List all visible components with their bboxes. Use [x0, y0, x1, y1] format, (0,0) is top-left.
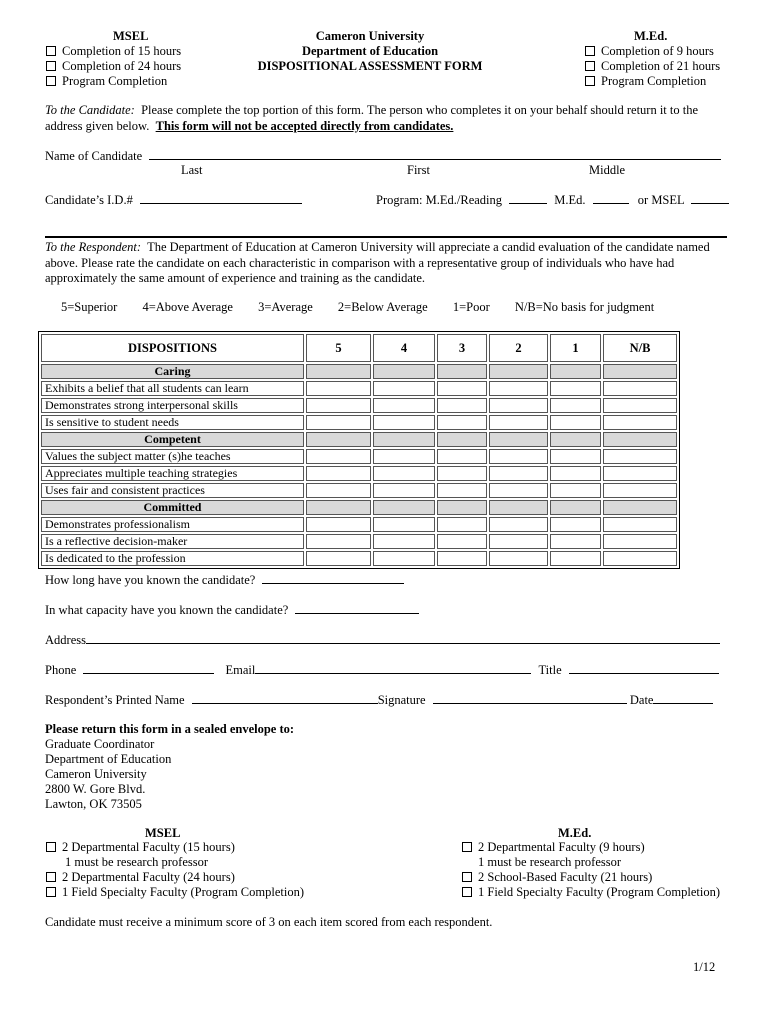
rating-cell[interactable]: [373, 449, 435, 464]
req-note: 1 must be research professor: [478, 855, 622, 869]
name-middle-label: Middle: [589, 163, 626, 177]
table-category-row: [41, 432, 677, 447]
table-header-cell: 4: [373, 334, 435, 362]
checkbox-icon[interactable]: [46, 842, 56, 852]
disposition-item: Exhibits a belief that all students can learn: [41, 381, 304, 396]
rating-cell[interactable]: [550, 449, 601, 464]
rating-cell[interactable]: [550, 517, 601, 532]
msel-options: [46, 44, 181, 89]
email-field[interactable]: [255, 662, 531, 674]
checkbox-icon[interactable]: [46, 872, 56, 882]
req-item[interactable]: 2 Departmental Faculty (15 hours): [46, 840, 304, 855]
rating-cell[interactable]: [373, 466, 435, 481]
table-row: [41, 449, 677, 464]
rating-cell[interactable]: [373, 415, 435, 430]
disposition-item: Demonstrates professionalism: [41, 517, 304, 532]
med-title: M.Ed.: [634, 29, 668, 43]
req-item[interactable]: 2 School-Based Faculty (21 hours): [462, 870, 720, 885]
table-row: [41, 415, 677, 430]
address-line: Department of Education: [45, 752, 172, 766]
msel-title: MSEL: [113, 29, 149, 43]
rating-cell[interactable]: [550, 534, 601, 549]
rating-cell[interactable]: [550, 381, 601, 396]
rating-cell[interactable]: [603, 466, 677, 481]
disposition-item: Is dedicated to the profession: [41, 551, 304, 566]
rating-cell[interactable]: [437, 381, 487, 396]
table-header-row: [41, 334, 677, 362]
checkbox-icon[interactable]: [462, 887, 472, 897]
checkbox-icon[interactable]: [585, 61, 595, 71]
form-title: DISPOSITIONAL ASSESSMENT FORM: [257, 59, 483, 73]
checkbox-icon[interactable]: [46, 46, 56, 56]
address-line: Lawton, OK 73505: [45, 797, 142, 811]
category-caring: Caring: [41, 364, 304, 379]
rating-cell[interactable]: [603, 534, 677, 549]
return-address-block: [45, 722, 294, 812]
rating-cell[interactable]: [603, 449, 677, 464]
table-header-cell: 1: [550, 334, 601, 362]
title-field[interactable]: [569, 662, 719, 674]
rating-cell[interactable]: [306, 398, 371, 413]
req-med-list: [462, 840, 720, 900]
checkbox-icon[interactable]: [462, 872, 472, 882]
rating-cell[interactable]: [550, 551, 601, 566]
how-long-field[interactable]: [262, 572, 404, 584]
checkbox-icon[interactable]: [585, 46, 595, 56]
rating-cell[interactable]: [550, 398, 601, 413]
candidate-id-field[interactable]: [140, 192, 302, 204]
rating-cell[interactable]: [489, 466, 548, 481]
rating-cell[interactable]: [306, 466, 371, 481]
table-header-cell: 5: [306, 334, 371, 362]
rating-cell[interactable]: [437, 534, 487, 549]
rating-cell[interactable]: [550, 415, 601, 430]
disposition-item: Is a reflective decision-maker: [41, 534, 304, 549]
req-item[interactable]: 2 Departmental Faculty (24 hours): [46, 870, 304, 885]
rating-cell[interactable]: [437, 415, 487, 430]
rating-cell[interactable]: [489, 398, 548, 413]
checkbox-icon[interactable]: [46, 61, 56, 71]
return-heading: Please return this form in a sealed envelope to:: [45, 722, 295, 736]
rating-cell[interactable]: [306, 483, 371, 498]
rating-cell[interactable]: [437, 517, 487, 532]
req-item[interactable]: 1 Field Specialty Faculty (Program Completion): [462, 885, 720, 900]
rating-cell[interactable]: [373, 534, 435, 549]
msel-option[interactable]: Completion of 24 hours: [46, 59, 181, 74]
rating-scale: 5=Superior 4=Above Average 3=Average 2=Below Average 1=Poor N/B=No basis for judgment: [61, 300, 655, 314]
name-first-label: First: [407, 163, 430, 177]
rating-cell[interactable]: [306, 415, 371, 430]
rating-cell[interactable]: [603, 551, 677, 566]
rating-cell[interactable]: [437, 551, 487, 566]
table-header-cell: N/B: [603, 334, 677, 362]
table-category-row: [41, 500, 677, 515]
address-line: 2800 W. Gore Blvd.: [45, 782, 146, 796]
med-option[interactable]: Completion of 21 hours: [585, 59, 720, 74]
msel-option[interactable]: Completion of 15 hours: [46, 44, 181, 59]
candidate-name-field[interactable]: [149, 148, 721, 160]
rating-cell[interactable]: [306, 517, 371, 532]
rating-cell[interactable]: [437, 483, 487, 498]
rating-cell[interactable]: [489, 517, 548, 532]
rating-cell[interactable]: [306, 449, 371, 464]
table-header-cell: 2: [489, 334, 548, 362]
req-msel-title: MSEL: [145, 826, 181, 840]
med-option[interactable]: Program Completion: [585, 74, 720, 89]
med-options: [585, 44, 720, 89]
rating-cell[interactable]: [437, 398, 487, 413]
rating-cell[interactable]: [306, 381, 371, 396]
table-row: [41, 534, 677, 549]
disposition-item: Demonstrates strong interpersonal skills: [41, 398, 304, 413]
table-row: [41, 381, 677, 396]
req-msel-list: [46, 840, 304, 900]
name-signature-row: Respondent’s Printed Name Signature Date: [45, 692, 713, 708]
date-field[interactable]: [653, 692, 713, 704]
rating-cell[interactable]: [373, 381, 435, 396]
section-divider: [45, 236, 727, 238]
candidate-instructions: To the Candidate: Please complete the top portion of this form. The person who completes it on your behalf should return it to the address given below. This form will not be accepted directly from candidates.: [45, 103, 699, 133]
disposition-item: Uses fair and consistent practices: [41, 483, 304, 498]
rating-cell[interactable]: [603, 381, 677, 396]
req-item[interactable]: 2 Departmental Faculty (9 hours): [462, 840, 720, 855]
rating-cell[interactable]: [489, 483, 548, 498]
dispositions-table: [38, 331, 680, 569]
table-row: [41, 398, 677, 413]
table-category-row: [41, 364, 677, 379]
disposition-item: Values the subject matter (s)he teaches: [41, 449, 304, 464]
candidate-id-row: Candidate’s I.D.#: [45, 192, 302, 208]
disposition-item: Appreciates multiple teaching strategies: [41, 466, 304, 481]
rating-cell[interactable]: [603, 398, 677, 413]
minimum-score-note: Candidate must receive a minimum score of 3 on each item scored from each respondent.: [45, 915, 493, 929]
candidate-name-row: Name of Candidate: [45, 148, 721, 164]
address-line: Cameron University: [45, 767, 147, 781]
phone-field[interactable]: [83, 662, 214, 674]
university-name: Cameron University: [315, 29, 425, 43]
address-line: Graduate Coordinator: [45, 737, 155, 751]
table-header-cell: DISPOSITIONS: [41, 334, 304, 362]
rating-cell[interactable]: [603, 483, 677, 498]
rating-cell[interactable]: [603, 517, 677, 532]
med-option[interactable]: Completion of 9 hours: [585, 44, 720, 59]
rating-cell[interactable]: [489, 415, 548, 430]
printed-name-field[interactable]: [192, 692, 378, 704]
capacity-field[interactable]: [295, 602, 419, 614]
rating-cell[interactable]: [373, 398, 435, 413]
page-number: 1/12: [693, 960, 716, 974]
req-note: 1 must be research professor: [65, 855, 209, 869]
program-row: Program: M.Ed./Reading M.Ed. or MSEL: [376, 192, 729, 208]
signature-field[interactable]: [433, 692, 627, 704]
department-name: Department of Education: [301, 44, 439, 58]
rating-cell[interactable]: [489, 534, 548, 549]
disposition-item: Is sensitive to student needs: [41, 415, 304, 430]
rating-cell[interactable]: [489, 551, 548, 566]
checkbox-icon[interactable]: [46, 76, 56, 86]
rating-cell[interactable]: [437, 449, 487, 464]
msel-option[interactable]: Program Completion: [46, 74, 181, 89]
category-committed: Committed: [41, 500, 304, 515]
rating-cell[interactable]: [550, 466, 601, 481]
capacity-row: In what capacity have you known the candidate?: [45, 602, 419, 618]
rating-cell[interactable]: [489, 449, 548, 464]
rating-cell[interactable]: [373, 517, 435, 532]
table-header-cell: 3: [437, 334, 487, 362]
rating-cell[interactable]: [489, 381, 548, 396]
rating-cell[interactable]: [373, 483, 435, 498]
req-med-title: M.Ed.: [558, 826, 592, 840]
rating-cell[interactable]: [373, 551, 435, 566]
table-row: [41, 551, 677, 566]
med-field[interactable]: [593, 192, 629, 204]
checkbox-icon[interactable]: [462, 842, 472, 852]
rating-cell[interactable]: [603, 415, 677, 430]
rating-cell[interactable]: [550, 483, 601, 498]
table-row: [41, 466, 677, 481]
category-competent: Competent: [41, 432, 304, 447]
table-row: [41, 483, 677, 498]
form-title-block: [230, 29, 510, 74]
req-item[interactable]: 1 Field Specialty Faculty (Program Completion): [46, 885, 304, 900]
how-long-row: How long have you known the candidate?: [45, 572, 404, 588]
table-row: [41, 517, 677, 532]
rating-cell[interactable]: [306, 551, 371, 566]
rating-cell[interactable]: [437, 466, 487, 481]
rating-cell[interactable]: [306, 534, 371, 549]
checkbox-icon[interactable]: [46, 887, 56, 897]
msel-field[interactable]: [691, 192, 729, 204]
phone-row: Phone Email Title: [45, 662, 719, 678]
name-last-label: Last: [181, 163, 203, 177]
respondent-instructions: To the Respondent: The Department of Education at Cameron University will appreciate a candid evaluation of the candidate named above. Please rate the candidate on each characteristic in comparison with a representative group of individuals who have had approximately the same amount of experience and training as the candidate.: [45, 240, 710, 285]
address-row: Address: [45, 632, 720, 648]
checkbox-icon[interactable]: [585, 76, 595, 86]
reading-field[interactable]: [509, 192, 547, 204]
address-field[interactable]: [86, 632, 720, 644]
